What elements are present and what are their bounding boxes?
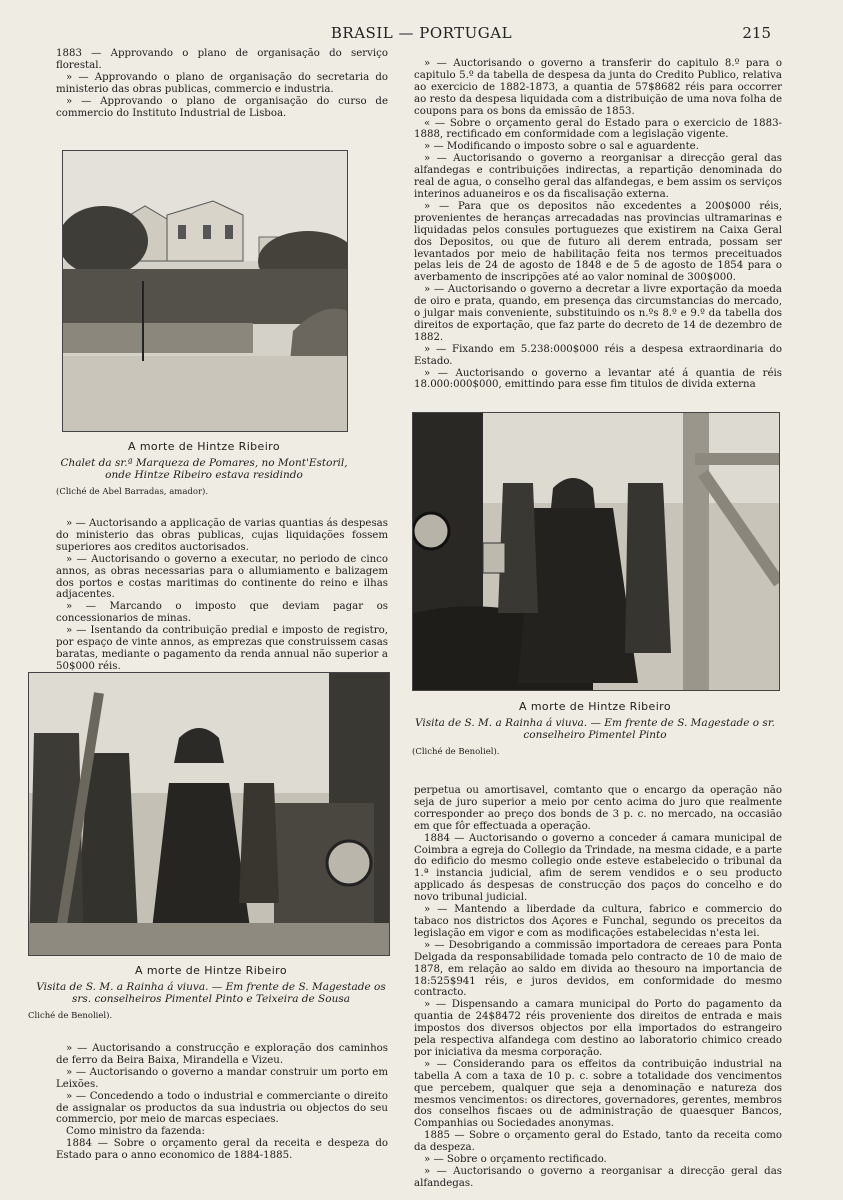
paragraph: » — Modificando o imposto sobre o sal e aguardente. [424, 141, 699, 153]
left-column-bottom [56, 1043, 388, 1162]
paragraph: » — Fixando em 5.238:000$000 réis a despesa extraordinaria do Estado. [414, 343, 782, 367]
caption-text: Visita de S. M. a Rainha á viuva. — Em frente de S. Magestade os srs. conselheiros Pimentel Pinto e Teixeira de Sousa [36, 981, 386, 1005]
paragraph: 1884 — Auctorisando o governo a conceder á camara municipal de Coimbra a egreja do Collegio da Trindade, na mesma cidade, e a parte do edificio do mesmo collegio onde esteve estabelecido o tribunal da 1.ª instancia judicial, afim de serem vendidos e o seu producto applicado ás despesas de construcção dos paços do concelho e do novo tribunal judicial. [414, 832, 782, 904]
paragraph: » — Concedendo a todo o industrial e commerciante o direito de assignalar os productos da sua industria ou objectos do seu commercio, por meio de marcas especiaes. [56, 1090, 388, 1126]
chalet-photo-image [63, 151, 347, 431]
right-column-top [414, 58, 782, 391]
paragraph: » — Auctorisando o governo a decretar a livre exportação da moeda de oiro e prata, quando, em presença das circumstancias do mercado, o julgar mais conveniente, substituindo os n.ºs 8.º e 9.º da tabella dos direitos de exportação, que faz parte do decreto de 14 de dezembro de 1882. [414, 284, 782, 343]
caption-text: Visita de S. M. a Rainha á viuva. — Em frente de S. Magestade o sr. conselheiro Pimentel Pinto [414, 717, 776, 741]
paragraph: » — Desobrigando a commissão importadora de cereaes para Ponta Delgada da responsabilidade tomada pelo contracto de 10 de maio de 1878, em relação ao saldo em divida ao thesouro na importancia de 18:525$941 réis, e juros devidos, em conformidade do mesmo contracto. [414, 939, 782, 999]
photo-pimentel-pinto [412, 412, 780, 691]
paragraph: » — Mantendo a liberdade da cultura, fabrico e commercio do tabaco nos districtos dos Açores e Funchal, segundo os preceitos da legislação em vigor e com as modificações estabelecidas n'esta lei. [414, 904, 782, 939]
paragraph: » — Auctorisando o governo a transferir do capitulo 8.º para o capitulo 5.º da tabella de despesa da junta do Credito Publico, relativa ao exercicio de 1882-1873, a quantia de 57$8682 réis para occorrer ao resto da despesa liquidada com a distribuição de uma nova folha de coupons para os bons da emissão de 1853. [414, 58, 782, 117]
right-column-bottom [414, 785, 782, 1190]
paragraph: 1884 — Sobre o orçamento geral da receita e despeza do Estado para o anno economico de 1884-1885. [56, 1138, 388, 1162]
photo-queen-visit-caption [28, 964, 394, 1021]
paragraph: » — Isentando da contribuição predial e imposto de registro, por espaço de vinte annos, as emprezas que construissem casas baratas, mediante o pagamento da renda annual não superior a 50$000 réis. [56, 625, 388, 672]
paragraph: » — Auctorisando o governo a levantar até á quantia de réis 18.000:000$000, emittindo para esse fim titulos de divida externa [414, 367, 782, 391]
paragraph: » — Approvando o plano de organisação do secretaria do ministerio das obras publicas, commercio e industria. [56, 71, 388, 95]
paragraph: » — Para que os depositos não excedentes a 200$000 réis, provenientes de heranças arrecadadas nas provincias ultramarinas e liquidadas pelos consules portuguezes que existirem na Caixa Geral dos Depositos, ou que de futuro ali derem entrada, possam ser levantados por meio de habilitação feita nos termos preceituados pelas leis de 24 de agosto de 1848 e de 5 de agosto de 1854 para o averbamento de inscripções até ao valor nominal de 300$000. [414, 200, 782, 284]
photo-credit: (Cliché de Abel Barradas, amador). [56, 487, 209, 497]
paragraph: » — Approvando o plano de organisação do curso de commercio do Instituto Industrial de Lisboa. [56, 95, 388, 119]
photo-credit: Cliché de Benoliel). [28, 1011, 113, 1021]
paragraph: » — Auctorisando a construcção e exploração dos caminhos de ferro da Beira Baixa, Mirandella e Vizeu. [56, 1043, 388, 1066]
photo-chalet [62, 150, 348, 432]
paragraph: » — Considerando para os effeitos da contribuição industrial na tabella A com a taxa de 10 p. c. sobre a totalidade dos vencimentos que percebem, qualquer que seja a denominação e natureza dos mesmos vencimentos: os directores, governadores, gerentes, membros dos conselhos fiscaes ou de administração de quaesquer Bancos, Companhias ou Sociedades anonymas. [414, 1058, 782, 1130]
paragraph: perpetua ou amortisavel, comtanto que o encargo da operação não seja de juro superior a meio por cento acima do juro que realmente corresponder ao preço dos bonds de 3 p. c. no mercado, na occasião em que fôr effectuada a operação. [414, 785, 782, 832]
paragraph: » — Auctorisando o governo a reorganisar a direcção geral das alfandegas. [414, 1166, 782, 1189]
queen-visit-photo-image [29, 673, 389, 955]
running-title: BRASIL — PORTUGAL [330, 24, 513, 42]
page-number: 215 [742, 24, 771, 42]
photo-queen-visit [28, 672, 390, 956]
photo-credit: (Cliché de Benoliel). [412, 747, 500, 757]
paragraph: » — Auctorisando o governo a reorganisar a direcção geral das alfandegas e contribuições indirectas, a repartição denominada do real de agua, o conselho geral das alfandegas, e bem assim os serviços interinos aduaneiros e os da fiscalisação externa. [414, 153, 782, 200]
caption-title: A morte de Hintze Ribeiro [519, 700, 671, 713]
paragraph: » — Auctorisando o governo a executar, no periodo de cinco annos, as obras necessarias para o allumiamento e balizagem dos portos e costas maritimas do continente do reino e ilhas adjacentes. [56, 553, 388, 601]
left-column-top [56, 48, 388, 119]
paragraph: Como ministro da fazenda: [66, 1126, 205, 1138]
caption-text: Chalet da sr.ª Marqueza de Pomares, no Mont'Estoril, onde Hintze Ribeiro estava residindo [60, 457, 348, 481]
paragraph: « — Sobre o orçamento geral do Estado para o exercicio de 1883-1888, rectificado em conformidade com a legislação vigente. [414, 117, 782, 141]
caption-title: A morte de Hintze Ribeiro [128, 440, 280, 453]
paragraph: » — Auctorisando a applicação de varias quantias ás despesas do ministerio das obras publicas, cujas liquidações fossem superiores aos creditos auctorisados. [56, 518, 388, 553]
caption-title: A morte de Hintze Ribeiro [135, 964, 287, 977]
paragraph: 1883 — Approvando o plano de organisação do serviço florestal. [56, 48, 388, 71]
paragraph: » — Marcando o imposto que deviam pagar os concessionarios de minas. [56, 601, 388, 625]
paragraph: » — Dispensando a camara municipal do Porto do pagamento da quantia de 24$8472 réis proveniente dos direitos de entrada e mais impostos dos diversos objectos por ella importados do estrangeiro pela respectiva alfandega com destino ao laboratorio chimico creado por iniciativa da mesma corporação. [414, 999, 782, 1058]
paragraph: 1885 — Sobre o orçamento geral do Estado, tanto da receita como da despeza. [414, 1130, 782, 1154]
photo-pimentel-pinto-caption [412, 700, 778, 757]
photo-chalet-caption [56, 440, 352, 497]
paragraph: » — Sobre o orçamento rectificado. [424, 1154, 607, 1166]
left-column-middle [56, 518, 388, 673]
pimentel-pinto-photo-image [413, 413, 779, 690]
paragraph: » — Auctorisando o governo a mandar construir um porto em Leixões. [56, 1066, 388, 1090]
